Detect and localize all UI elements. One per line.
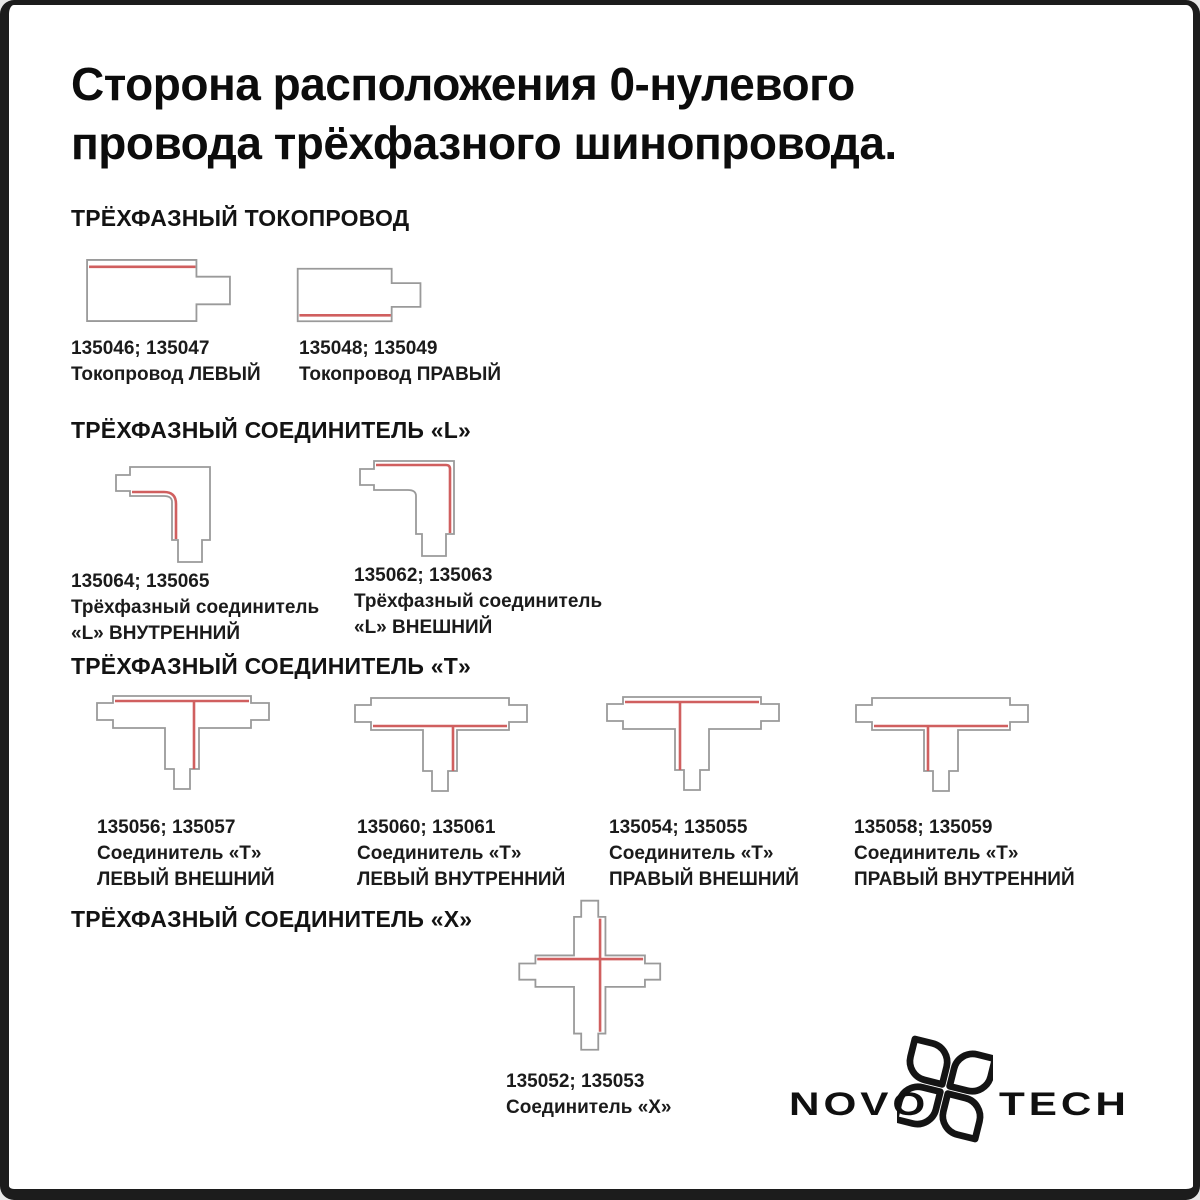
diagram-feed-left	[85, 257, 233, 324]
section-header-t-connector: ТРЁХФАЗНЫЙ СОЕДИНИТЕЛЬ «Т»	[71, 653, 471, 679]
t-right-inner-outline	[856, 698, 1028, 791]
x-connector-outline	[519, 901, 660, 1050]
label-name: ПРАВЫЙ ВНУТРЕННИЙ	[854, 869, 1075, 890]
label-name: Соединитель «Т»	[854, 843, 1019, 864]
label-t-right-inner	[854, 815, 1075, 893]
logo-text-novo: NOVO	[789, 1086, 930, 1122]
label-x-connector	[506, 1069, 672, 1121]
label-l-outer	[354, 563, 602, 641]
label-t-left-outer	[97, 815, 275, 893]
label-name: Соединитель «Х»	[506, 1097, 672, 1118]
label-codes: 135046; 135047	[71, 338, 210, 359]
label-l-inner	[71, 569, 319, 647]
label-t-left-inner	[357, 815, 565, 893]
diagram-t-right-inner	[854, 695, 1030, 793]
feed-left-outline	[87, 260, 230, 321]
diagram-l-outer	[354, 454, 456, 558]
label-name: Токопровод ЛЕВЫЙ	[71, 364, 261, 385]
label-codes: 135062; 135063	[354, 565, 493, 586]
t-right-outer-outline	[607, 697, 779, 790]
l-inner-outline	[116, 467, 210, 562]
label-name: Соединитель «Т»	[609, 843, 774, 864]
section-header-tokoprovod: ТРЁХФАЗНЫЙ ТОКОПРОВОД	[71, 205, 410, 231]
feed-right-outline	[298, 269, 421, 321]
label-name: Токопровод ПРАВЫЙ	[299, 364, 502, 385]
label-t-right-outer	[609, 815, 799, 893]
l-inner-neutral-wire	[132, 492, 176, 539]
t-left-outer-outline	[97, 696, 269, 789]
diagram-t-left-inner	[353, 695, 529, 793]
label-codes: 135048; 135049	[299, 338, 438, 359]
label-codes: 135064; 135065	[71, 571, 210, 592]
section-header-l-connector: ТРЁХФАЗНЫЙ СОЕДИНИТЕЛЬ «L»	[71, 417, 471, 443]
label-name: Трёхфазный соединитель	[354, 591, 603, 612]
label-feed-right	[299, 336, 501, 388]
t-left-inner-outline	[355, 698, 527, 791]
section-header-x-connector: ТРЁХФАЗНЫЙ СОЕДИНИТЕЛЬ «Х»	[71, 906, 473, 932]
label-name: Соединитель «Т»	[97, 843, 262, 864]
label-name: ЛЕВЫЙ ВНЕШНИЙ	[97, 869, 275, 890]
diagram-t-right-outer	[605, 694, 781, 792]
label-name: «L» ВНЕШНИЙ	[354, 617, 493, 638]
diagram-l-inner	[110, 460, 212, 564]
label-name: ПРАВЫЙ ВНЕШНИЙ	[609, 869, 799, 890]
label-name: Трёхфазный соединитель	[71, 597, 320, 618]
novotech-logo	[789, 1033, 1131, 1151]
diagram-x-connector	[504, 897, 662, 1057]
label-name: ЛЕВЫЙ ВНУТРЕННИЙ	[357, 869, 566, 890]
label-codes: 135056; 135057	[97, 817, 236, 838]
l-outer-outline	[360, 461, 454, 556]
label-name: «L» ВНУТРЕННИЙ	[71, 623, 240, 644]
diagram-feed-right	[296, 266, 423, 324]
page-title-line2: провода трёхфазного шинопровода.	[71, 117, 897, 169]
label-feed-left	[71, 336, 261, 388]
label-codes: 135058; 135059	[854, 817, 993, 838]
logo-text-tech: TECH	[999, 1086, 1131, 1122]
page-title-line1: Сторона расположения 0-нулевого	[71, 58, 855, 110]
label-codes: 135052; 135053	[506, 1071, 645, 1092]
label-name: Соединитель «Т»	[357, 843, 522, 864]
diagram-t-left-outer	[95, 693, 271, 791]
label-codes: 135060; 135061	[357, 817, 496, 838]
label-codes: 135054; 135055	[609, 817, 748, 838]
page-title	[71, 55, 1151, 173]
